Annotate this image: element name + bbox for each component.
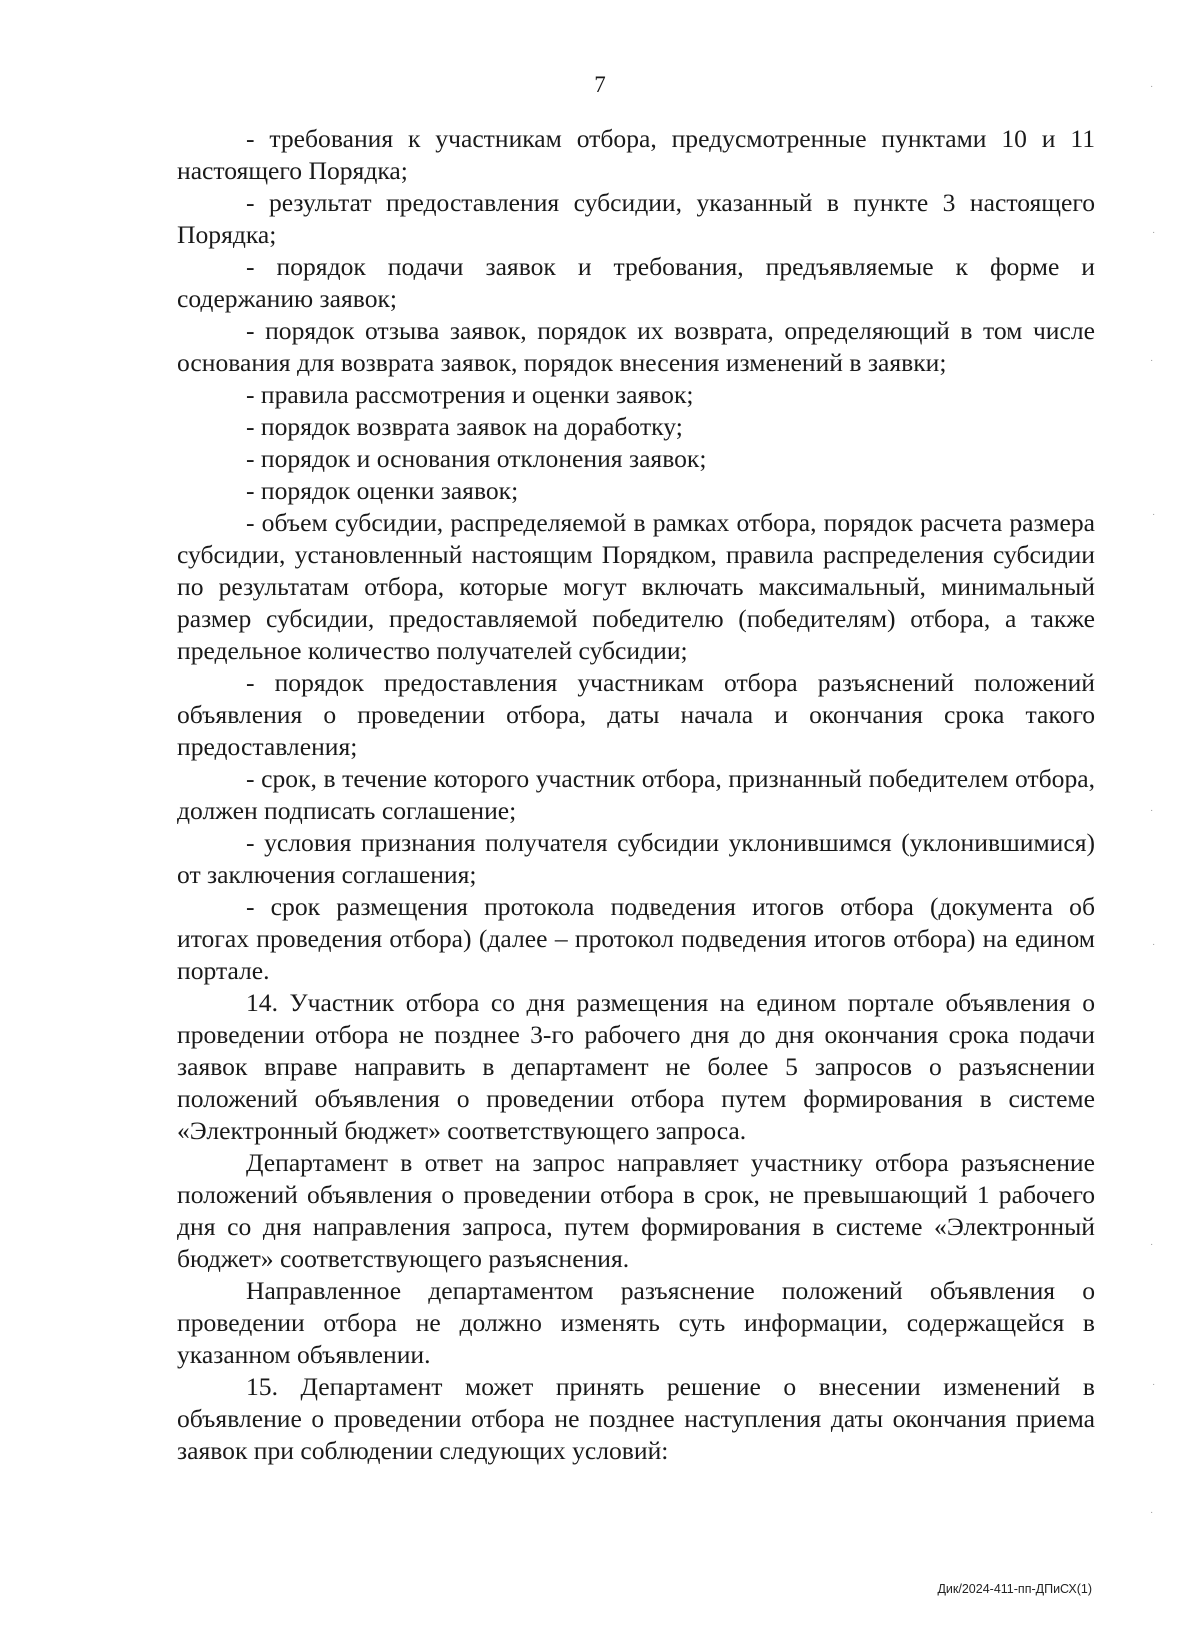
scan-artifact: · (1152, 1379, 1156, 1390)
scan-artifact: · (1152, 509, 1156, 520)
paragraph-withdrawal: - порядок отзыва заявок, порядок их возврата, определяющий в том числе основания для возврата заявок, порядок внесения изменений в заявки; (177, 316, 1095, 377)
paragraph-submission: - порядок подачи заявок и требования, предъявляемые к форме и содержанию заявок; (177, 252, 1095, 313)
document-body (177, 123, 1095, 1467)
scan-artifact: · (1150, 1507, 1154, 1518)
scan-artifact: · (1150, 805, 1154, 816)
document-footer-code: Дик/2024-411-пп-ДПиСХ(1) (937, 1582, 1092, 1596)
paragraph-item-14: 14. Участник отбора со дня размещения на едином портале объявления о проведении отбора не позднее 3-го рабочего дня до дня окончания срока подачи заявок вправе направить в департамент не более 5 запросов о разъяснении положений объявления о проведении отбора путем формирования в системе «Электронный бюджет» соответствующего запроса. (177, 988, 1095, 1145)
paragraph-subsidy-volume: - объем субсидии, распределяемой в рамках отбора, порядок расчета размера субсидии, установленный настоящим Порядком, правила распределения субсидии по результатам отбора, которые могут включать максимальный, минимальный размер субсидии, предоставляемой победителю (победителям) отбора, а также предельное количество получателей субсидии; (177, 508, 1095, 665)
paragraph-rejection: - порядок и основания отклонения заявок; (246, 444, 707, 473)
paragraph-review-rules: - правила рассмотрения и оценки заявок; (246, 380, 694, 409)
page-number: 7 (594, 72, 606, 97)
paragraph-clarification-limits: Направленное департаментом разъяснение положений объявления о проведении отбора не должно изменять суть информации, содержащейся в указанном объявлении. (177, 1276, 1095, 1369)
scan-artifact: · (1150, 81, 1154, 92)
paragraph-item-15: 15. Департамент может принять решение о внесении изменений в объявление о проведении отбора не позднее наступления даты окончания приема заявок при соблюдении следующих условий: (177, 1372, 1095, 1465)
scan-artifact: · (1152, 227, 1156, 238)
paragraph-result: - результат предоставления субсидии, указанный в пункте 3 настоящего Порядка; (177, 188, 1095, 249)
scan-artifact: · (1150, 1239, 1154, 1250)
scan-artifact: · (1152, 939, 1156, 950)
paragraph-clarifications: - порядок предоставления участникам отбора разъяснений положений объявления о проведении отбора, даты начала и окончания срока такого предоставления; (177, 668, 1095, 761)
paragraph-evaluation: - порядок оценки заявок; (246, 476, 519, 505)
paragraph-signing-term: - срок, в течение которого участник отбора, признанный победителем отбора, должен подписать соглашение; (177, 764, 1095, 825)
scan-artifact: · (1150, 355, 1154, 366)
paragraph-return: - порядок возврата заявок на доработку; (246, 412, 683, 441)
paragraph-requirements: - требования к участникам отбора, предусмотренные пунктами 10 и 11 настоящего Порядка; (177, 124, 1095, 185)
paragraph-department-response: Департамент в ответ на запрос направляет участнику отбора разъяснение положений объявления о проведении отбора в срок, не превышающий 1 рабочего дня со дня направления запроса, путем формирования в системе «Электронный бюджет» соответствующего разъяснения. (177, 1148, 1095, 1273)
paragraph-protocol: - срок размещения протокола подведения итогов отбора (документа об итогах проведения отбора) (далее – протокол подведения итогов отбора) на едином портале. (177, 892, 1095, 985)
paragraph-evasion: - условия признания получателя субсидии уклонившимся (уклонившимися) от заключения соглашения; (177, 828, 1095, 889)
